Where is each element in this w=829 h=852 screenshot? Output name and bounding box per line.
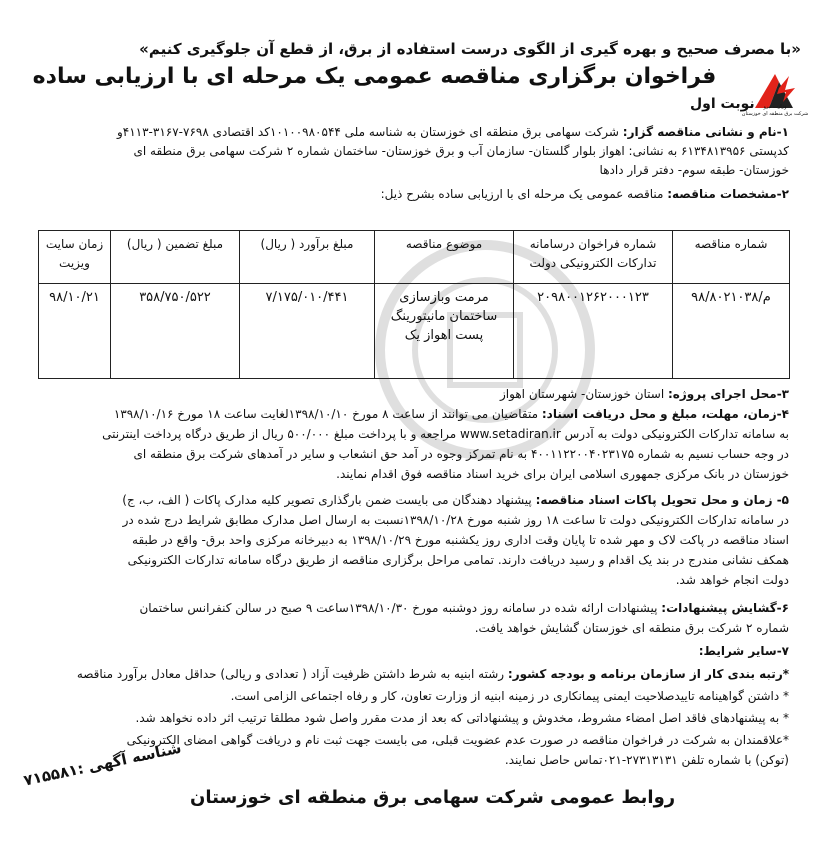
section-1-line-2: کدپستی ۶۱۳۴۸۱۳۹۵۶ به نشانی: اهواز بلوار گلستان- سازمان آب و برق خوزستان- ساختمان شماره ۲ شرکت سهامی برق منطقه ای: [133, 144, 789, 158]
table-cell-estimate: ۷/۱۷۵/۰۱۰/۴۴۱: [240, 284, 375, 379]
table-header: شماره فراخوان درسامانه تدارکات الکترونیکی دولت: [514, 231, 673, 284]
table-header: شماره مناقصه: [673, 231, 790, 284]
section-1-line-1: [12, 124, 789, 141]
section-2-text: مناقصه عمومی یک مرحله ای با ارزیابی ساده بشرح ذیل:: [380, 187, 668, 201]
condition-1: [12, 666, 789, 683]
section-4-line-3: در وجه حساب نسیم به شماره ۴۰۰۱۱۲۲۰۰۴۰۲۳۱۷۵ به نام تمرکز وجوه در آمد حق انشعاب و سایر در آمدهای شرکت برق منطقه ای: [133, 447, 789, 461]
section-1-label: ۱-نام و نشانی مناقصه گزار:: [622, 125, 789, 139]
section-2: [12, 186, 789, 203]
section-1-line-3: خوزستان- طبقه سوم- دفتر قرار دادها: [599, 163, 789, 177]
section-6-text: پیشنهادات ارائه شده در سامانه روز دوشنبه مورخ ۱۳۹۸/۱۰/۳۰ساعت ۹ صبح در سالن کنفرانس ساختمان: [139, 601, 662, 615]
tender-table: [38, 230, 790, 379]
page-title: فراخوان برگزاری مناقصه عمومی یک مرحله ای با ارزیابی ساده: [32, 64, 717, 89]
section-4-line-2: به سامانه تدارکات الکترونیکی دولت به آدرس www.setadiran.ir مراجعه و با پرداخت مبلغ ۵۰۰/۰۰۰ ریال از طریق درگاه پرداخت اینترنتی: [102, 427, 789, 441]
section-5-line-1: [12, 492, 789, 509]
ad-id: شناسه آگهی :۷۱۵۵۸۱: [22, 738, 183, 790]
slogan: «با مصرف صحیح و بهره گیری از الگوی درست استفاده از برق، از قطع آن جلوگیری کنیم»: [139, 40, 801, 58]
section-5-label: ۵- زمان و محل تحویل پاکات اسناد مناقصه:: [535, 493, 789, 507]
footer-signature: روابط عمومی شرکت سهامی برق منطقه ای خوزستان: [190, 787, 676, 808]
table-header: مبلغ برآورد ( ریال): [240, 231, 375, 284]
section-2-label: ۲-مشخصات مناقصه:: [667, 187, 789, 201]
section-3-label: ۳-محل اجرای پروژه:: [667, 387, 789, 401]
table-row: [39, 284, 790, 379]
table-header: زمان سایت ویزیت: [39, 231, 111, 284]
condition-4-line-1: *علاقمندان به شرکت در فراخوان مناقصه در صورت عدم عضویت قبلی، می بایست جهت ثبت نام و دریافت گواهی امضای الکترونیکی: [126, 733, 789, 747]
section-6-line-2: شماره ۲ شرکت برق منطقه ای خوزستان گشایش خواهد یافت.: [474, 621, 789, 635]
table-cell-site-visit: ۹۸/۱۰/۲۱: [39, 284, 111, 379]
table-cell-subject: مرمت وبازسازی ساختمان مانیتورینگ پست اهواز یک: [375, 284, 514, 379]
table-cell-guarantee: ۳۵۸/۷۵۰/۵۲۲: [111, 284, 240, 379]
section-4-label: ۴-زمان، مهلت، مبلغ و محل دریافت اسناد:: [541, 407, 789, 421]
condition-2: * داشتن گواهینامه تاییدصلاحیت ایمنی پیمانکاری در زمینه ابنیه از وزارت تعاون، کار و رفاه اجتماعی الزامی است.: [230, 689, 789, 703]
section-3-text: استان خوزستان- شهرستان اهواز: [500, 387, 668, 401]
section-7-label: ۷-سایر شرایط:: [698, 644, 789, 658]
section-1-text: شرکت سهامی برق منطقه ای خوزستان به شناسه ملی ۱۰۱۰۰۹۸۰۵۴۴کد اقتصادی ۷۶۹۸-۳۱۶۷-۴۱۱۳و: [116, 125, 623, 139]
condition-1-text: رشته ابنیه به شرط داشتن ظرفیت آزاد ( تعدادی و ریالی) حداقل معادل برآورد مناقصه: [76, 667, 508, 681]
section-5-line-2: در سامانه تدارکات الکترونیکی دولت تا ساعت ۱۸ روز شنبه مورخ ۱۳۹۸/۱۰/۲۸نسبت به ارسال اصل مدارک مطابق شرایط درج شده در: [122, 513, 789, 527]
logo-caption-company: شرکت برق منطقه ای خوزستان: [741, 111, 809, 117]
table-cell-tender-number: م/۹۸/۸۰۲۱۰۳۸: [673, 284, 790, 379]
section-5-text: پیشنهاد دهندگان می بایست ضمن بارگذاری تصویر کلیه مدارک پاکات ( الف، ب، ج): [122, 493, 536, 507]
section-6-label: ۶-گشایش پیشنهادات:: [661, 601, 789, 615]
section-4-line-4: خوزستان در بانک مرکزی جمهوری اسلامی ایران برای خرید اسناد مناقصه فوق اقدام نمایند.: [336, 467, 789, 481]
section-4-line-1: [12, 406, 789, 423]
section-5-line-4: همکف نشانی مندرج در بند یک اقدام و رسید دریافت دارند. تمامی مراحل برگزاری مناقصه از طریق درگاه سامانه تدارکات الکترونیکی: [127, 553, 789, 567]
round-label: نوبت اول: [690, 96, 755, 112]
logo-caption-ministry: وزارت نیرو: [763, 104, 787, 110]
section-4-text: متقاضیان می توانند از ساعت ۸ مورخ ۱۳۹۸/۱۰/۱۰لغایت ساعت ۱۸ مورخ ۱۳۹۸/۱۰/۱۶: [113, 407, 542, 421]
table-header-row: [39, 231, 790, 284]
section-3: [12, 386, 789, 403]
condition-4-line-2: (توکن) با شماره تلفن ۲۷۳۱۳۱۳۱-۰۲۱تماس حاصل نمایند.: [504, 753, 789, 767]
condition-1-label: *رتبه بندی کار از سازمان برنامه و بودجه کشور:: [507, 667, 789, 681]
table-cell-call-number: ۲۰۹۸۰۰۱۲۶۲۰۰۰۱۲۳: [514, 284, 673, 379]
section-5-line-3: اسناد مناقصه در پاکت لاک و مهر شده تا پایان وقت اداری روز یکشنبه مورخ ۱۳۹۸/۱۰/۲۹ به دبیرخانه مرکزی واحد برق- واقع در طبقه: [132, 533, 789, 547]
section-6-line-1: [12, 600, 789, 617]
section-5-line-5: دولت انجام خواهد شد.: [675, 573, 789, 587]
table-header: موضوع مناقصه: [375, 231, 514, 284]
condition-3: * به پیشنهادهای فاقد اصل امضاء مشروط، مخدوش و پیشنهاداتی که بعد از مدت مقرر واصل شود مطلقا ترتیب اثر داده نخواهد شد.: [135, 711, 789, 725]
table-header: مبلغ تضمین ( ریال): [111, 231, 240, 284]
